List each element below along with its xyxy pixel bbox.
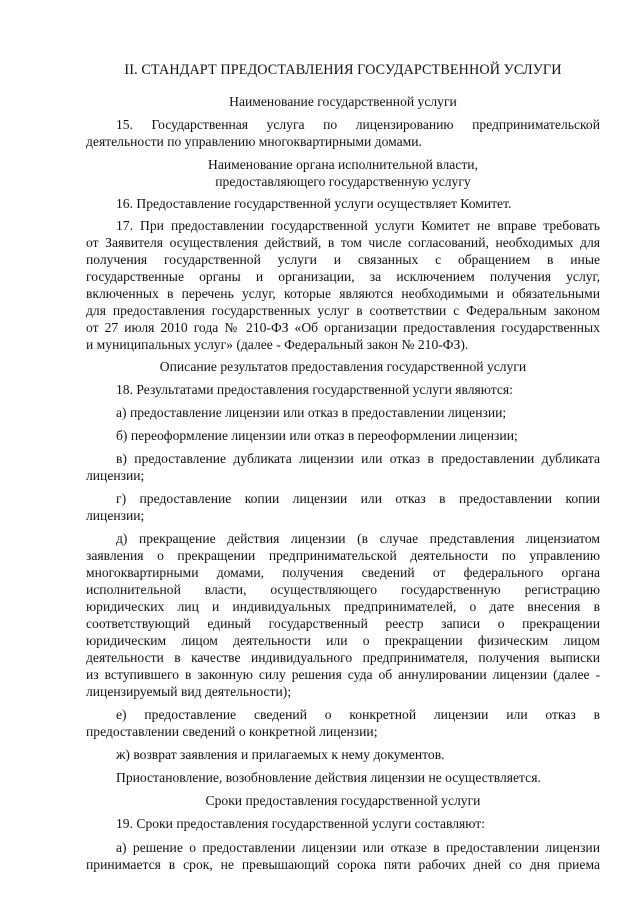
- paragraph-18-g-line-1: г) предоставление копии лицензии или отказ в предоставлении копии: [116, 491, 600, 506]
- paragraph-17-line-1: 17. При предоставлении государственной услуги Комитет не вправе требовать: [116, 218, 600, 233]
- paragraph-17-line-6: для предоставления государственных услуг в соответствии с Федеральным законом: [86, 303, 600, 318]
- paragraph-17-line-8: и муниципальных услуг» (далее - Федеральный закон № 210-ФЗ).: [86, 337, 469, 352]
- heading-service-name: Наименование государственной услуги: [229, 94, 457, 109]
- heading-terms: Сроки предоставления государственной услуги: [205, 793, 481, 808]
- paragraph-17-line-5: включенных в перечень услуг, которые являются необходимыми и обязательными: [86, 286, 600, 301]
- heading-organ-line-2: предоставляющего государственную услугу: [215, 174, 471, 189]
- paragraph-17-line-2: от Заявителя осуществления действий, в том числе согласований, необходимых для: [86, 235, 600, 250]
- paragraph-18-d-line-10: лицензируемый вид деятельности);: [86, 684, 292, 699]
- paragraph-18-d-line-1: д) прекращение действия лицензии (в случае представления лицензиатом: [116, 531, 600, 546]
- heading-organ-line-1: Наименование органа исполнительной власти,: [208, 157, 478, 172]
- paragraph-16: 16. Предоставление государственной услуги осуществляет Комитет.: [116, 196, 512, 211]
- heading-results: Описание результатов предоставления государственной услуги: [159, 359, 527, 374]
- paragraph-19-a-line-2: принимается в срок, не превышающий сорока пяти рабочих дней со дня приема: [86, 857, 600, 872]
- paragraph-15-line-1: 15. Государственная услуга по лицензированию предпринимательской: [116, 117, 600, 132]
- paragraph-18: 18. Результатами предоставления государственной услуги являются:: [116, 382, 513, 397]
- paragraph-18-d-line-9: из вступившего в законную силу решения суда об аннулировании лицензии (далее -: [86, 667, 600, 682]
- paragraph-17-line-7: от 27 июля 2010 года № 210-ФЗ «Об организации предоставления государственных: [86, 320, 600, 335]
- paragraph-19: 19. Сроки предоставления государственной услуги составляют:: [116, 816, 485, 831]
- paragraph-suspension: Приостановление, возобновление действия лицензии не осуществляется.: [116, 770, 541, 785]
- paragraph-18-b: б) переоформление лицензии или отказ в переоформлении лицензии;: [116, 428, 518, 443]
- paragraph-18-d-line-6: соответствующий единый государственный реестр записи о прекращении: [86, 616, 600, 631]
- paragraph-18-d-line-2: заявления о прекращении предпринимательской деятельности по управлению: [86, 548, 600, 563]
- paragraph-18-a: а) предоставление лицензии или отказ в предоставлении лицензии;: [116, 405, 507, 420]
- paragraph-18-v-line-2: лицензии;: [86, 468, 145, 483]
- paragraph-15-line-2: деятельности по управлению многоквартирными домами.: [86, 134, 422, 149]
- paragraph-18-d-line-4: исполнительной власти, осуществляющего государственную регистрацию: [86, 582, 600, 597]
- paragraph-17-line-3: получения государственной услуги и связанных с обращением в иные: [86, 252, 600, 267]
- section-title: II. СТАНДАРТ ПРЕДОСТАВЛЕНИЯ ГОСУДАРСТВЕННОЙ УСЛУГИ: [124, 62, 562, 78]
- paragraph-18-v-line-1: в) предоставление дубликата лицензии или отказ в предоставлении дубликата: [116, 451, 600, 466]
- paragraph-18-zh: ж) возврат заявления и прилагаемых к нему документов.: [116, 747, 445, 762]
- paragraph-17-line-4: государственные органы и организации, за исключением получения услуг,: [86, 269, 600, 284]
- paragraph-19-a-line-1: а) решение о предоставлении лицензии или отказе в предоставлении лицензии: [116, 840, 600, 855]
- paragraph-18-d-line-5: юридических лиц и индивидуальных предпринимателей, о дате внесения в: [86, 599, 600, 614]
- paragraph-18-e-line-1: е) предоставление сведений о конкретной лицензии или отказ в: [116, 707, 600, 722]
- paragraph-18-d-line-7: юридическим лицом деятельности или о прекращении физическим лицом: [86, 633, 600, 648]
- paragraph-18-e-line-2: предоставлении сведений о конкретной лицензии;: [86, 724, 378, 739]
- paragraph-18-d-line-8: деятельности в качестве индивидуального предпринимателя, получения выписки: [86, 650, 600, 665]
- paragraph-18-g-line-2: лицензии;: [86, 508, 145, 523]
- paragraph-18-d-line-3: многоквартирными домами, получения сведений от федерального органа: [86, 565, 600, 580]
